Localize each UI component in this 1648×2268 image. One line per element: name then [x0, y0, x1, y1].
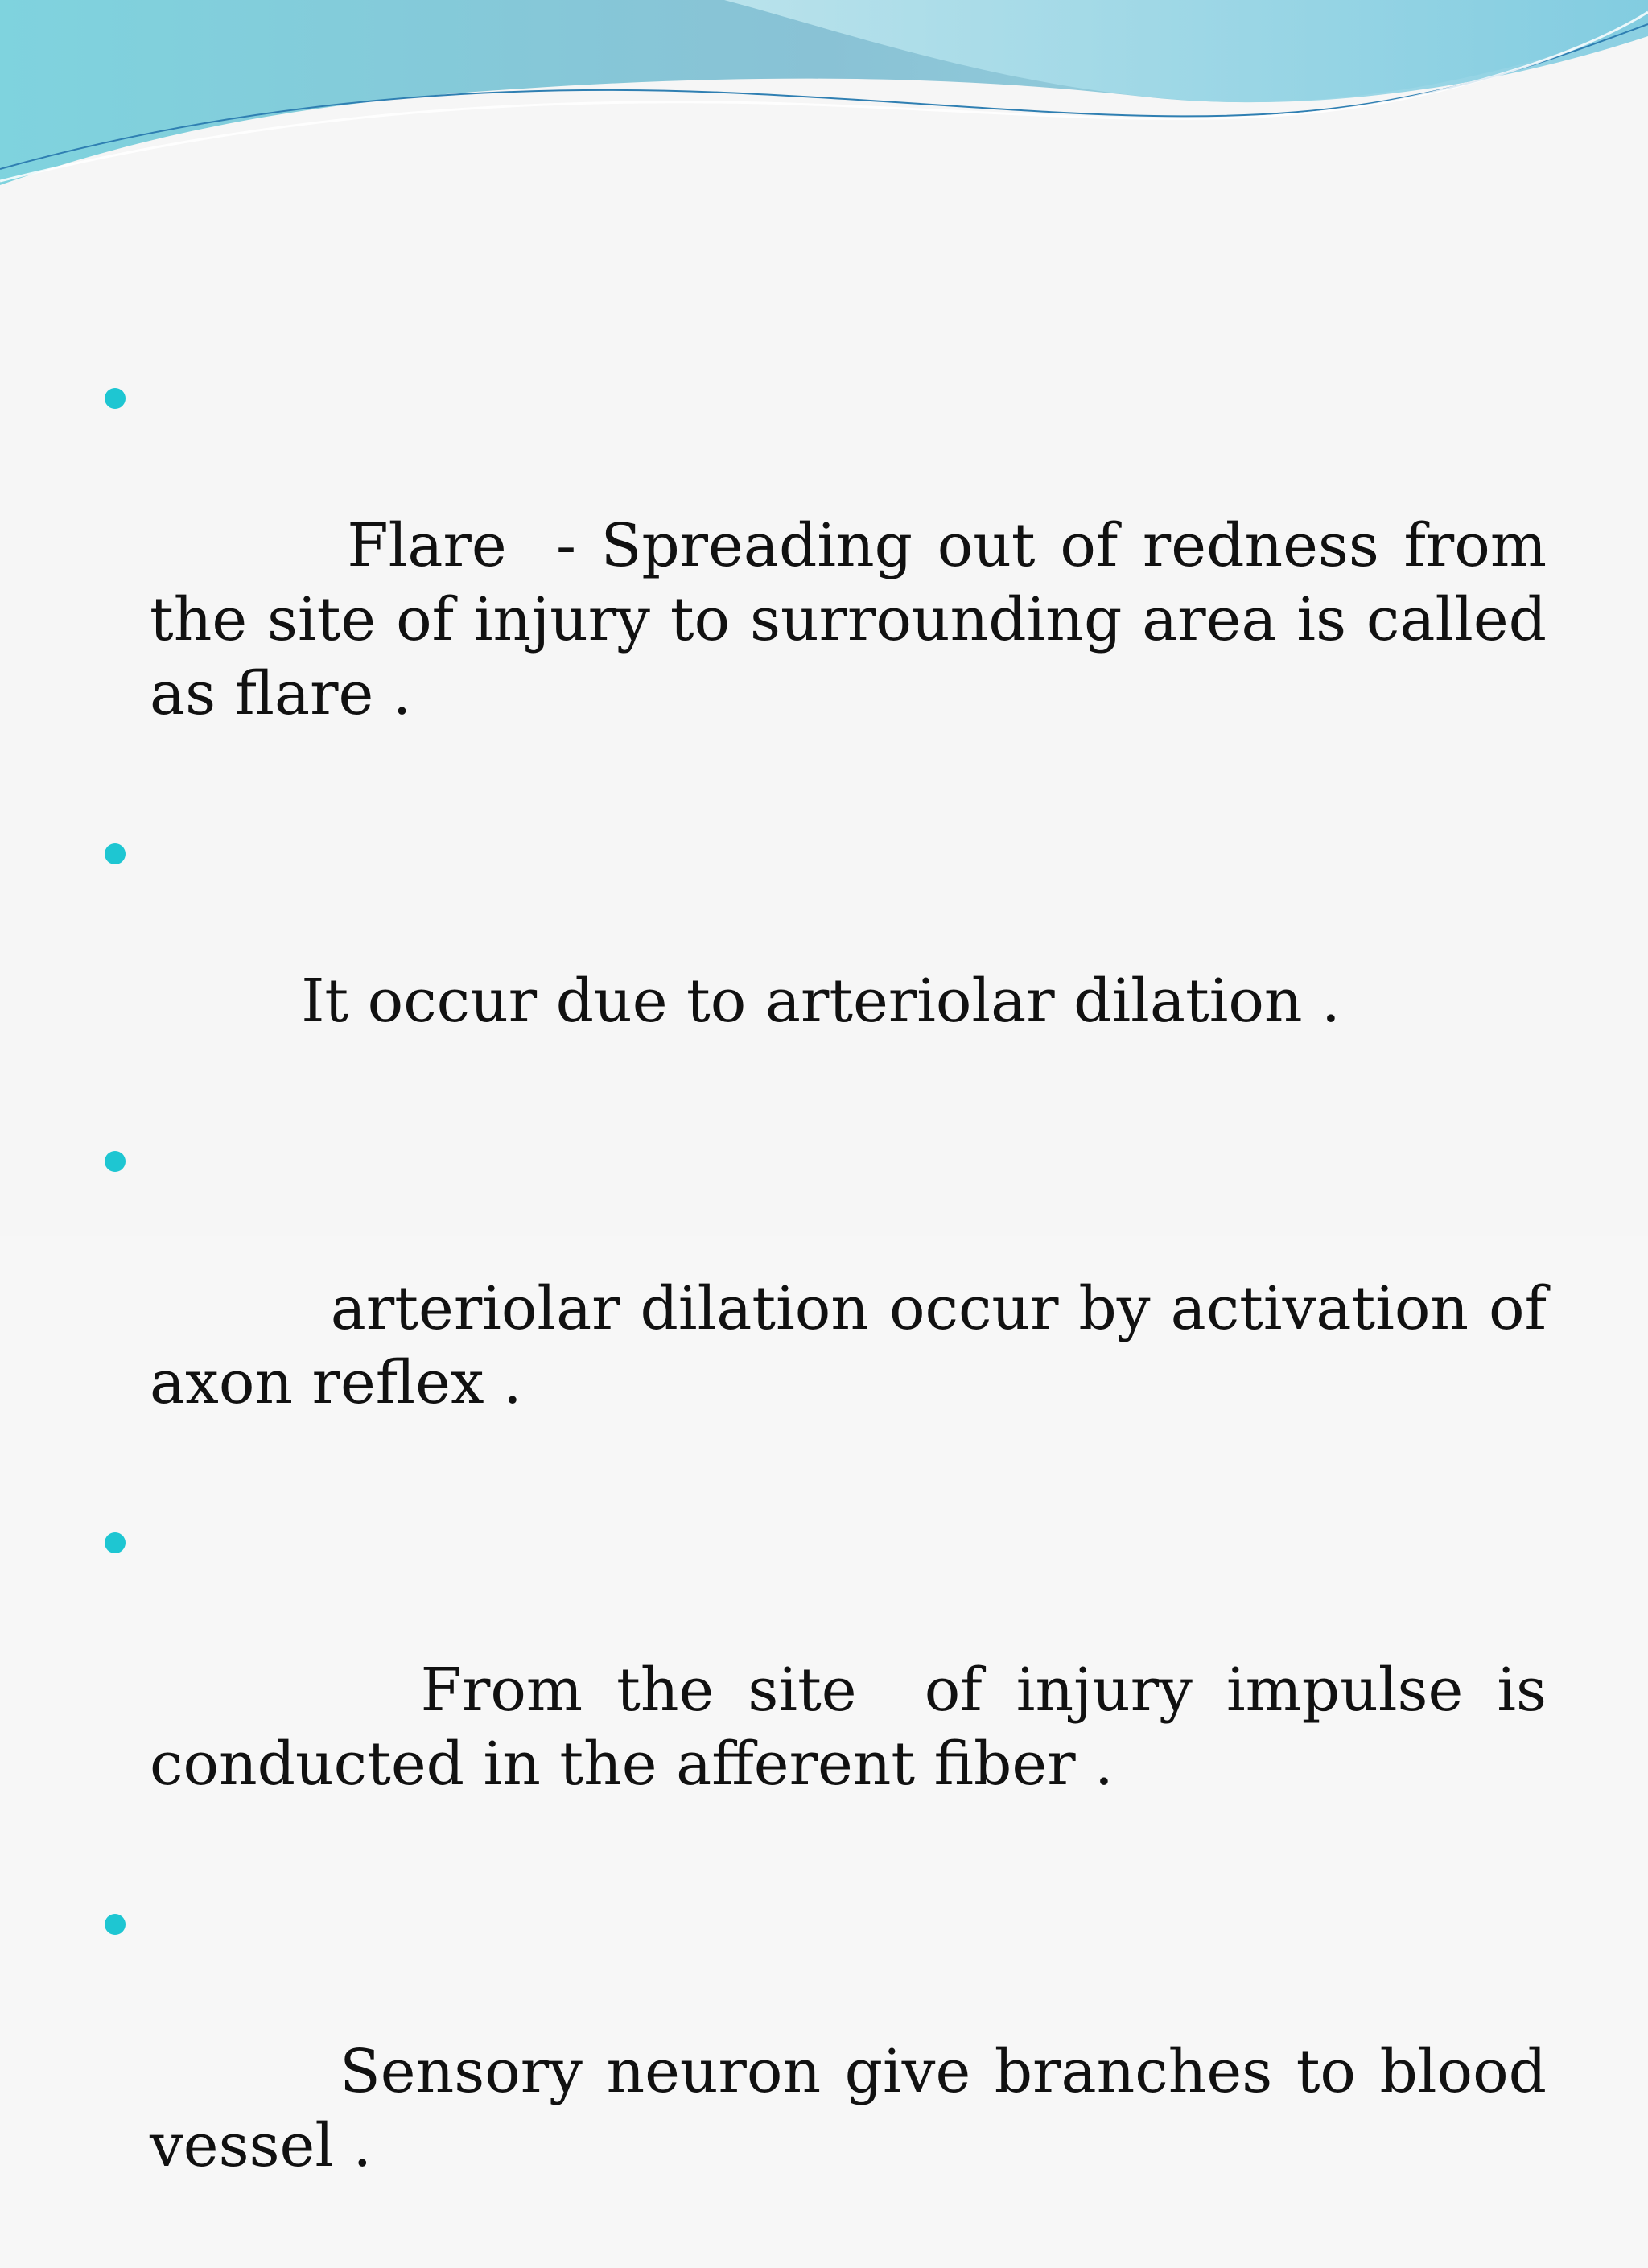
- bullet-item: [105, 1124, 1566, 1494]
- bullet-text: It occur due to arteriolar dilation .: [301, 967, 1341, 1036]
- bullet-list: [105, 361, 1566, 2257]
- bullet-dot-icon: [105, 1914, 126, 1935]
- bullet-dot-icon: [105, 1151, 126, 1172]
- bullet-text: arteriolar dilation occur by activation of axon reflex .: [150, 1274, 1566, 1417]
- bullet-item: [105, 361, 1566, 805]
- bullet-text: From the site of injury impulse is conducted in the afferent fiber .: [150, 1656, 1566, 1799]
- bullet-item: [105, 1887, 1566, 2257]
- bullet-dot-icon: [105, 843, 126, 864]
- wave-header-decoration: [0, 0, 1648, 193]
- bullet-item: [105, 816, 1547, 1112]
- slide-content: [105, 361, 1566, 2268]
- bullet-text: Flare - Spreading out of redness from the site of injury to surrounding area is called as flare .: [150, 511, 1566, 728]
- bullet-item: [105, 1505, 1566, 1875]
- bullet-text: Sensory neuron give branches to blood vessel .: [150, 2037, 1566, 2180]
- bullet-dot-icon: [105, 1532, 126, 1553]
- bullet-dot-icon: [105, 388, 126, 409]
